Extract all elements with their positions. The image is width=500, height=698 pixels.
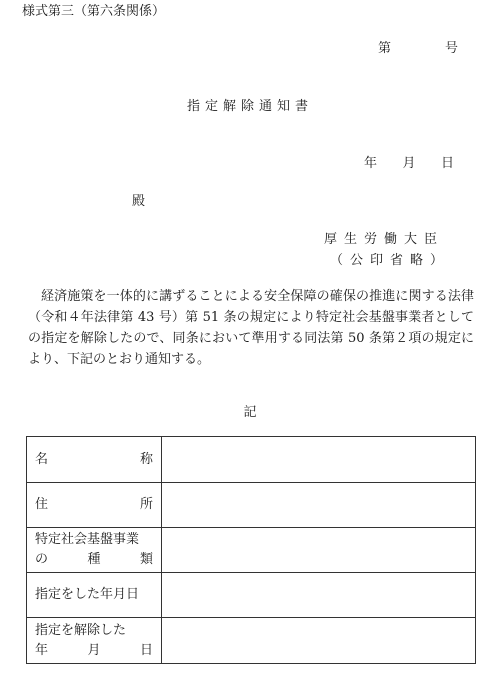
issuer: 厚生労働大臣	[324, 232, 445, 247]
value-business-type[interactable]	[162, 528, 476, 573]
label-address: 住 所	[27, 483, 162, 528]
value-revocation-date[interactable]	[162, 618, 476, 664]
number-prefix: 第	[378, 41, 392, 56]
document-number	[378, 37, 458, 56]
date-year: 年	[364, 156, 378, 171]
ki-heading: 記	[243, 405, 257, 420]
date-day: 日	[440, 156, 454, 171]
table-row	[27, 618, 476, 664]
document-date	[364, 152, 454, 171]
seal-note: （公印省略）	[330, 253, 451, 268]
date-month: 月	[402, 156, 416, 171]
value-designation-date[interactable]	[162, 573, 476, 618]
notice-body: 経済施策を一体的に講ずることによる安全保障の確保の推進に関する法律（令和４年法律第 43 号）第 51 条の規定により特定社会基盤事業者としての指定を解除したので、同条において準用する同法第 50 条第２項の規定により、下記のとおり通知する。	[28, 289, 474, 367]
table-row	[27, 483, 476, 528]
table-row	[27, 437, 476, 483]
label-name: 名 称	[27, 437, 162, 483]
addressee-suffix: 殿	[132, 194, 146, 209]
table-row	[27, 573, 476, 618]
value-address[interactable]	[162, 483, 476, 528]
record-table	[26, 436, 476, 664]
form-label: 様式第三（第六条関係）	[22, 4, 166, 19]
document-title: 指定解除通知書	[186, 99, 313, 114]
label-revocation-date: 指定を解除した 年 月 日	[27, 618, 162, 664]
table-row	[27, 528, 476, 573]
value-name[interactable]	[162, 437, 476, 483]
label-designation-date: 指定をした年月日	[27, 573, 162, 618]
label-business-type: 特定社会基盤事業 の 種 類	[27, 528, 162, 573]
number-suffix: 号	[444, 41, 458, 56]
